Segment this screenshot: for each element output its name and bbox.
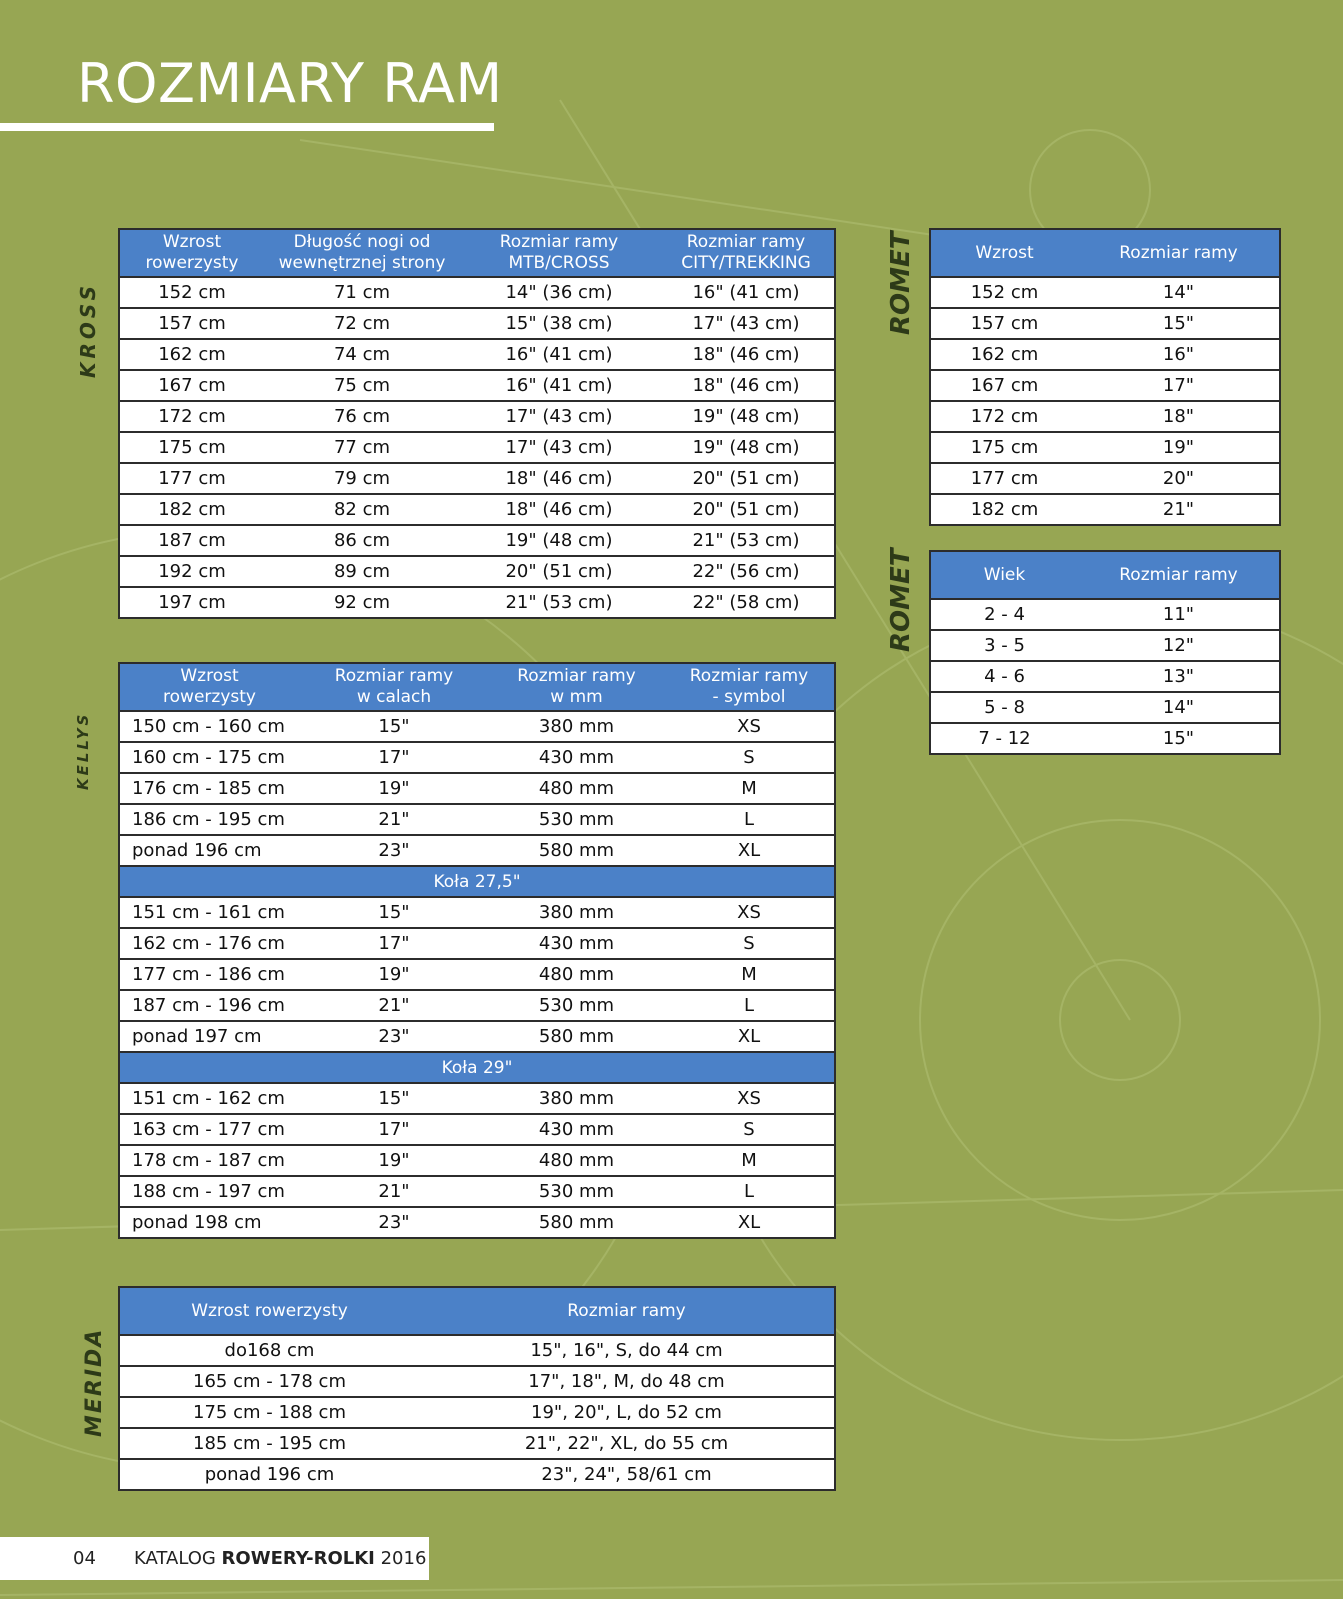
table-row bbox=[119, 556, 835, 587]
table-cell: 162 cm bbox=[119, 339, 264, 370]
table-cell: 20" (51 cm) bbox=[658, 463, 835, 494]
table-cell: 152 cm bbox=[119, 277, 264, 308]
table-cell: 19", 20", L, do 52 cm bbox=[419, 1397, 835, 1428]
table-cell: 14" bbox=[1078, 277, 1280, 308]
table-cell: 197 cm bbox=[158, 592, 226, 613]
table-cell: 23" bbox=[299, 835, 489, 866]
table-cell: 17" bbox=[299, 742, 489, 773]
table-cell: 150 cm - 160 cm bbox=[119, 711, 299, 742]
table-cell: 2 - 4 bbox=[930, 599, 1078, 630]
table-cell: ponad 198 cm bbox=[132, 1212, 262, 1233]
table-cell: M bbox=[664, 959, 835, 990]
table-cell: 157 cm bbox=[930, 308, 1078, 339]
table-row bbox=[930, 661, 1280, 692]
table-cell: 13" bbox=[1078, 661, 1280, 692]
table-cell: 192 cm bbox=[119, 556, 264, 587]
table-cell: 182 cm bbox=[970, 499, 1039, 520]
column-header: Wzrost bbox=[930, 229, 1078, 277]
column-header-line: MTB/CROSS bbox=[508, 253, 610, 273]
column-header: Rozmiar ramy bbox=[1078, 551, 1280, 599]
table-cell: 530 mm bbox=[489, 990, 664, 1021]
table-cell: 580 mm bbox=[538, 1212, 615, 1233]
table-cell: 75 cm bbox=[264, 370, 460, 401]
table-cell: S bbox=[664, 928, 835, 959]
table-cell: L bbox=[664, 990, 835, 1021]
table-cell: 17" bbox=[299, 1114, 489, 1145]
table-cell: 16" (41 cm) bbox=[460, 370, 658, 401]
romet-size-table bbox=[929, 228, 1281, 526]
table-row bbox=[930, 463, 1280, 494]
column-header bbox=[119, 663, 299, 711]
table-cell: 20" bbox=[1078, 463, 1280, 494]
table-cell: 178 cm - 187 cm bbox=[119, 1145, 299, 1176]
table-cell: 186 cm - 195 cm bbox=[119, 804, 299, 835]
section-label: Koła 27,5" bbox=[119, 866, 835, 897]
table-cell: 151 cm - 162 cm bbox=[119, 1083, 299, 1114]
table-row bbox=[119, 1176, 835, 1207]
catalog-title: KATALOG ROWERY-ROLKI 2016 bbox=[134, 1548, 427, 1569]
column-header: Wzrost rowerzysty bbox=[119, 1287, 419, 1335]
table-row bbox=[930, 599, 1280, 630]
table-cell: 380 mm bbox=[489, 1083, 664, 1114]
table-cell: 163 cm - 177 cm bbox=[119, 1114, 299, 1145]
kross-size-table bbox=[118, 228, 836, 619]
table-cell: 430 mm bbox=[489, 1114, 664, 1145]
column-header bbox=[658, 229, 835, 277]
table-cell: 15" bbox=[299, 1083, 489, 1114]
table-cell: 14" (36 cm) bbox=[460, 277, 658, 308]
column-header-line: - symbol bbox=[712, 687, 786, 707]
table-cell: 530 mm bbox=[489, 804, 664, 835]
table-cell: 74 cm bbox=[264, 339, 460, 370]
column-header bbox=[460, 229, 658, 277]
table-cell: 4 - 6 bbox=[930, 661, 1078, 692]
table-cell: 175 cm - 188 cm bbox=[119, 1397, 419, 1428]
table-row bbox=[119, 1083, 835, 1114]
table-cell: 152 cm bbox=[930, 277, 1078, 308]
column-header: Rozmiar ramy bbox=[1078, 229, 1280, 277]
table-row bbox=[119, 1335, 835, 1366]
table-cell: XL bbox=[737, 1212, 761, 1233]
table-cell: 16" (41 cm) bbox=[460, 339, 658, 370]
table-cell: 16" bbox=[1078, 339, 1280, 370]
table-cell: 19" (48 cm) bbox=[658, 432, 835, 463]
table-row bbox=[119, 308, 835, 339]
table-cell: 7 - 12 bbox=[978, 728, 1031, 749]
column-header bbox=[299, 663, 489, 711]
page-title: ROZMIARY RAM bbox=[77, 52, 503, 115]
table-cell: L bbox=[664, 1176, 835, 1207]
merida-size-table bbox=[118, 1286, 836, 1491]
table-cell: 5 - 8 bbox=[930, 692, 1078, 723]
table-cell: 17" (43 cm) bbox=[460, 401, 658, 432]
romet-kids-size-table bbox=[929, 550, 1281, 755]
table-cell: 18" (46 cm) bbox=[658, 370, 835, 401]
column-header: Wiek bbox=[930, 551, 1078, 599]
table-row bbox=[119, 1021, 835, 1052]
column-header-line: Wzrost bbox=[180, 666, 239, 686]
table-cell: 19" (48 cm) bbox=[658, 401, 835, 432]
kellys-logo: KELLYS bbox=[74, 711, 92, 790]
table-cell: 182 cm bbox=[119, 494, 264, 525]
table-cell: 430 mm bbox=[489, 928, 664, 959]
table-row bbox=[119, 773, 835, 804]
table-cell: 92 cm bbox=[333, 592, 391, 613]
table-cell: 380 mm bbox=[489, 897, 664, 928]
table-cell: 177 cm - 186 cm bbox=[119, 959, 299, 990]
table-row bbox=[119, 432, 835, 463]
column-header-line: Długość nogi od bbox=[293, 232, 431, 252]
table-cell: XL bbox=[664, 1021, 835, 1052]
table-row bbox=[119, 990, 835, 1021]
table-cell: 21" (53 cm) bbox=[658, 525, 835, 556]
table-cell: 82 cm bbox=[264, 494, 460, 525]
section-label: Koła 29" bbox=[119, 1052, 835, 1083]
table-cell: 18" (46 cm) bbox=[460, 494, 658, 525]
table-cell: 188 cm - 197 cm bbox=[119, 1176, 299, 1207]
table-cell: 86 cm bbox=[264, 525, 460, 556]
table-cell: S bbox=[664, 742, 835, 773]
table-cell: 177 cm bbox=[119, 463, 264, 494]
table-cell: 19" bbox=[299, 773, 489, 804]
column-header bbox=[489, 663, 664, 711]
table-cell: 19" bbox=[1078, 432, 1280, 463]
table-row bbox=[930, 401, 1280, 432]
column-header-line: Rozmiar ramy bbox=[686, 232, 806, 252]
table-row bbox=[930, 723, 1280, 754]
section-row bbox=[119, 1052, 835, 1083]
table-cell: 160 cm - 175 cm bbox=[119, 742, 299, 773]
romet-logo: ROMET bbox=[886, 231, 916, 335]
table-cell: 15" (38 cm) bbox=[460, 308, 658, 339]
table-row bbox=[119, 742, 835, 773]
table-row bbox=[930, 370, 1280, 401]
table-row bbox=[119, 928, 835, 959]
column-header: Rozmiar ramy bbox=[419, 1287, 835, 1335]
table-cell: 17" bbox=[299, 928, 489, 959]
column-header-line: Rozmiar ramy bbox=[499, 232, 619, 252]
column-header-line: wewnętrznej strony bbox=[278, 253, 446, 273]
table-cell: 172 cm bbox=[119, 401, 264, 432]
table-cell: 162 cm - 176 cm bbox=[119, 928, 299, 959]
page-number: 04 bbox=[73, 1548, 96, 1569]
table-cell: 21" bbox=[299, 1176, 489, 1207]
table-row bbox=[930, 432, 1280, 463]
table-cell: 17", 18", M, do 48 cm bbox=[419, 1366, 835, 1397]
table-cell: 11" bbox=[1078, 599, 1280, 630]
table-cell: XS bbox=[664, 711, 835, 742]
table-row bbox=[119, 401, 835, 432]
table-cell: 21" (53 cm) bbox=[505, 592, 613, 613]
table-cell: 71 cm bbox=[264, 277, 460, 308]
table-cell: 22" (56 cm) bbox=[658, 556, 835, 587]
table-cell: 21" bbox=[1162, 499, 1195, 520]
table-cell: 185 cm - 195 cm bbox=[119, 1428, 419, 1459]
column-header-line: Rozmiar ramy bbox=[334, 666, 454, 686]
column-header-line: CITY/TREKKING bbox=[681, 253, 811, 273]
table-cell: 89 cm bbox=[264, 556, 460, 587]
table-cell: M bbox=[664, 1145, 835, 1176]
table-cell: 21" bbox=[299, 990, 489, 1021]
table-row bbox=[119, 897, 835, 928]
table-cell: 165 cm - 178 cm bbox=[119, 1366, 419, 1397]
table-row bbox=[119, 1207, 835, 1238]
table-row bbox=[119, 339, 835, 370]
table-cell: 23" bbox=[299, 1021, 489, 1052]
table-cell: 480 mm bbox=[489, 773, 664, 804]
table-cell: 187 cm bbox=[119, 525, 264, 556]
table-cell: 580 mm bbox=[489, 1021, 664, 1052]
table-cell: 175 cm bbox=[119, 432, 264, 463]
table-cell: 175 cm bbox=[930, 432, 1078, 463]
table-cell: ponad 197 cm bbox=[119, 1021, 299, 1052]
table-cell: ponad 196 cm bbox=[119, 835, 299, 866]
column-header-line: Rozmiar ramy bbox=[689, 666, 809, 686]
table-cell: 380 mm bbox=[489, 711, 664, 742]
table-cell: 480 mm bbox=[489, 1145, 664, 1176]
table-row bbox=[119, 1114, 835, 1145]
table-cell: 14" bbox=[1078, 692, 1280, 723]
table-row bbox=[119, 1459, 835, 1490]
table-cell: 12" bbox=[1078, 630, 1280, 661]
table-cell: 18" (46 cm) bbox=[658, 339, 835, 370]
table-cell: 430 mm bbox=[489, 742, 664, 773]
table-cell: 18" (46 cm) bbox=[460, 463, 658, 494]
table-cell: 17" (43 cm) bbox=[658, 308, 835, 339]
table-row bbox=[119, 370, 835, 401]
table-cell: ponad 196 cm bbox=[204, 1464, 335, 1485]
table-cell: 76 cm bbox=[264, 401, 460, 432]
table-cell: 3 - 5 bbox=[930, 630, 1078, 661]
table-cell: 17" bbox=[1078, 370, 1280, 401]
table-row bbox=[930, 277, 1280, 308]
table-cell: 22" (58 cm) bbox=[692, 592, 800, 613]
column-header-line: Wzrost bbox=[162, 232, 222, 252]
table-cell: 21", 22", XL, do 55 cm bbox=[419, 1428, 835, 1459]
table-cell: 77 cm bbox=[264, 432, 460, 463]
table-cell: 172 cm bbox=[930, 401, 1078, 432]
table-row bbox=[119, 525, 835, 556]
table-row bbox=[930, 692, 1280, 723]
romet-logo-kids: ROMET bbox=[886, 548, 916, 652]
table-cell: 530 mm bbox=[489, 1176, 664, 1207]
table-cell: 19" bbox=[299, 1145, 489, 1176]
table-cell: 480 mm bbox=[489, 959, 664, 990]
column-header bbox=[664, 663, 835, 711]
table-cell: 19" bbox=[299, 959, 489, 990]
page-footer bbox=[0, 1537, 429, 1580]
table-row bbox=[119, 835, 835, 866]
table-row bbox=[930, 494, 1280, 525]
merida-logo: MERIDA bbox=[82, 1327, 107, 1437]
table-row bbox=[930, 630, 1280, 661]
table-cell: 177 cm bbox=[930, 463, 1078, 494]
section-row bbox=[119, 866, 835, 897]
column-header bbox=[119, 229, 264, 277]
table-cell: 151 cm - 161 cm bbox=[119, 897, 299, 928]
table-cell: 23", 24", 58/61 cm bbox=[541, 1464, 712, 1485]
table-cell: L bbox=[664, 804, 835, 835]
table-cell: 23" bbox=[378, 1212, 410, 1233]
table-cell: 79 cm bbox=[264, 463, 460, 494]
column-header-line: rowerzysty bbox=[145, 253, 239, 273]
table-cell: 17" (43 cm) bbox=[460, 432, 658, 463]
table-row bbox=[119, 494, 835, 525]
table-cell: 20" (51 cm) bbox=[460, 556, 658, 587]
table-row bbox=[119, 711, 835, 742]
table-cell: XS bbox=[664, 897, 835, 928]
table-cell: do168 cm bbox=[119, 1335, 419, 1366]
table-row bbox=[930, 308, 1280, 339]
table-cell: 176 cm - 185 cm bbox=[119, 773, 299, 804]
table-cell: 15" bbox=[1078, 308, 1280, 339]
table-row bbox=[119, 804, 835, 835]
table-row bbox=[119, 277, 835, 308]
table-row bbox=[119, 463, 835, 494]
column-header-line: Rozmiar ramy bbox=[517, 666, 636, 686]
table-row bbox=[119, 1397, 835, 1428]
title-underline bbox=[0, 123, 494, 131]
table-cell: 19" (48 cm) bbox=[460, 525, 658, 556]
table-cell: S bbox=[664, 1114, 835, 1145]
table-cell: 157 cm bbox=[119, 308, 264, 339]
column-header-line: rowerzysty bbox=[163, 687, 256, 707]
table-cell: M bbox=[664, 773, 835, 804]
table-cell: XS bbox=[664, 1083, 835, 1114]
kellys-size-table bbox=[118, 662, 836, 1239]
table-row bbox=[119, 587, 835, 618]
table-cell: 187 cm - 196 cm bbox=[119, 990, 299, 1021]
column-header-line: w mm bbox=[550, 687, 603, 707]
table-cell: 18" bbox=[1078, 401, 1280, 432]
table-cell: 15" bbox=[1162, 728, 1195, 749]
table-cell: 21" bbox=[299, 804, 489, 835]
table-row bbox=[930, 339, 1280, 370]
kross-logo: KROSS bbox=[76, 282, 100, 378]
table-cell: 15" bbox=[299, 711, 489, 742]
table-cell: 15", 16", S, do 44 cm bbox=[419, 1335, 835, 1366]
table-row bbox=[119, 1145, 835, 1176]
table-row bbox=[119, 1428, 835, 1459]
table-row bbox=[119, 1366, 835, 1397]
table-cell: 72 cm bbox=[264, 308, 460, 339]
table-cell: 167 cm bbox=[930, 370, 1078, 401]
column-header bbox=[264, 229, 460, 277]
table-cell: 20" (51 cm) bbox=[658, 494, 835, 525]
table-cell: 580 mm bbox=[489, 835, 664, 866]
column-header-line: w calach bbox=[356, 687, 432, 707]
table-cell: XL bbox=[664, 835, 835, 866]
table-cell: 167 cm bbox=[119, 370, 264, 401]
table-cell: 16" (41 cm) bbox=[658, 277, 835, 308]
table-cell: 162 cm bbox=[930, 339, 1078, 370]
table-cell: 15" bbox=[299, 897, 489, 928]
table-row bbox=[119, 959, 835, 990]
